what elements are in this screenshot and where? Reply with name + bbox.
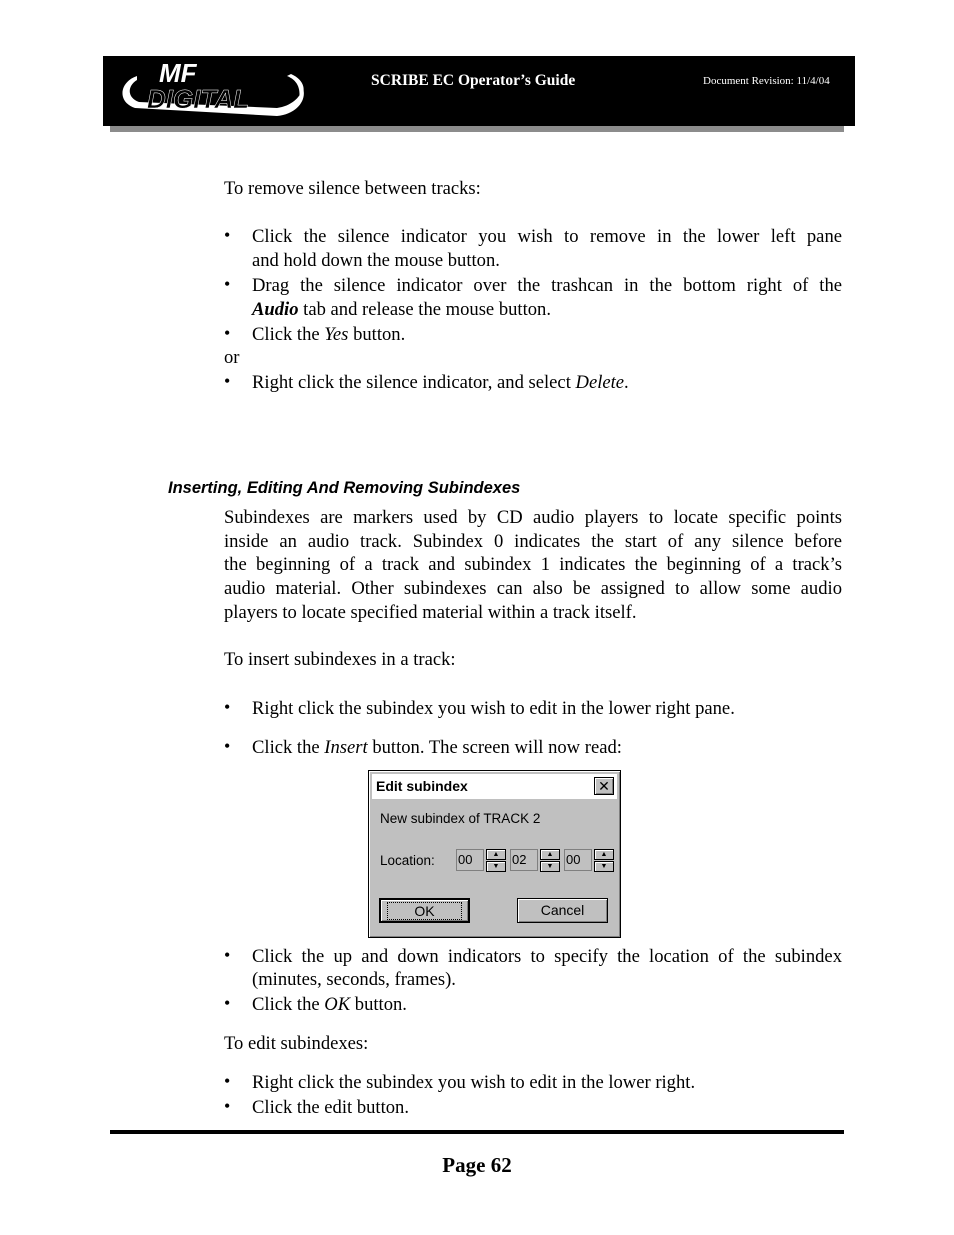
dialog-title: Edit subindex bbox=[376, 778, 468, 794]
bullet: • bbox=[224, 945, 231, 965]
bullet-text: Click the OK button. bbox=[252, 994, 407, 1015]
header-shadow bbox=[110, 126, 844, 132]
spin-up-icon[interactable]: ▲ bbox=[486, 849, 506, 860]
bullet: • bbox=[224, 274, 231, 294]
paragraph-line: inside an audio track. Subindex 0 indicates the start of any silence before bbox=[224, 531, 842, 552]
insert-intro: To insert subindexes in a track: bbox=[224, 649, 456, 670]
bullet-text: Click the up and down indicators to specify the location of the subindex bbox=[252, 946, 842, 967]
minutes-field[interactable]: 00 bbox=[456, 849, 484, 871]
bullet: • bbox=[224, 697, 231, 717]
spin-up-icon[interactable]: ▲ bbox=[594, 849, 614, 860]
spin-up-icon[interactable]: ▲ bbox=[540, 849, 560, 860]
bullet-text: and hold down the mouse button. bbox=[252, 250, 500, 271]
dialog-titlebar bbox=[372, 774, 617, 799]
bullet-text: Click the Insert button. The screen will now read: bbox=[252, 737, 622, 758]
page-header bbox=[103, 56, 855, 126]
spin-down-icon[interactable]: ▼ bbox=[486, 861, 506, 872]
dialog-message: New subindex of TRACK 2 bbox=[380, 811, 541, 826]
edit-subindex-dialog bbox=[368, 770, 621, 938]
cancel-button[interactable]: Cancel bbox=[517, 898, 608, 923]
paragraph-line: Subindexes are markers used by CD audio players to locate specific points bbox=[224, 507, 842, 528]
mf-digital-logo bbox=[107, 58, 309, 124]
logo-mf: MF bbox=[159, 58, 197, 88]
bullet-text: Drag the silence indicator over the trashcan in the bottom right of the bbox=[252, 275, 842, 296]
minutes-stepper[interactable] bbox=[486, 849, 506, 872]
or-text: or bbox=[224, 347, 240, 368]
document-title: SCRIBE EC Operator’s Guide bbox=[371, 72, 576, 89]
spin-down-icon[interactable]: ▼ bbox=[540, 861, 560, 872]
bullet-text: (minutes, seconds, frames). bbox=[252, 969, 456, 990]
paragraph-line: audio material. Other subindexes can also be assigned to allow some audio bbox=[224, 578, 842, 599]
logo-digital: DIGITAL bbox=[147, 84, 250, 114]
seconds-stepper[interactable] bbox=[540, 849, 560, 872]
paragraph-line: the beginning of a track and subindex 1 indicates the beginning of a track’s bbox=[224, 554, 842, 575]
section-heading: Inserting, Editing And Removing Subindexes bbox=[168, 479, 521, 497]
bullet-text: Right click the silence indicator, and select Delete. bbox=[252, 372, 629, 393]
footer-rule bbox=[110, 1130, 844, 1134]
bullet: • bbox=[224, 371, 231, 391]
bullet: • bbox=[224, 225, 231, 245]
frames-field[interactable]: 00 bbox=[564, 849, 592, 871]
seconds-field[interactable]: 02 bbox=[510, 849, 538, 871]
bullet-text: Click the silence indicator you wish to remove in the lower left pane bbox=[252, 226, 842, 247]
page-number: Page 62 bbox=[442, 1153, 512, 1177]
bullet-text: Click the edit button. bbox=[252, 1097, 409, 1118]
paragraph-line: players to locate specified material within a track itself. bbox=[224, 602, 637, 623]
bullet: • bbox=[224, 323, 231, 343]
bullet: • bbox=[224, 736, 231, 756]
bullet-text: Right click the subindex you wish to edit in the lower right pane. bbox=[252, 698, 735, 719]
bullet: • bbox=[224, 1096, 231, 1116]
edit-intro: To edit subindexes: bbox=[224, 1033, 369, 1054]
document-revision: Document Revision: 11/4/04 bbox=[703, 75, 830, 87]
bullet-text: Right click the subindex you wish to edit in the lower right. bbox=[252, 1072, 696, 1093]
bullet: • bbox=[224, 993, 231, 1013]
bullet-text: Click the Yes button. bbox=[252, 324, 406, 345]
bullet-text: Audio tab and release the mouse button. bbox=[252, 299, 552, 320]
bullet: • bbox=[224, 1071, 231, 1091]
close-icon[interactable]: ✕ bbox=[594, 777, 614, 795]
ok-button[interactable]: OK bbox=[379, 898, 470, 923]
spin-down-icon[interactable]: ▼ bbox=[594, 861, 614, 872]
remove-silence-intro: To remove silence between tracks: bbox=[224, 178, 481, 199]
audio-tab-emphasis: Audio bbox=[252, 299, 299, 320]
frames-stepper[interactable] bbox=[594, 849, 614, 872]
location-label: Location: bbox=[380, 853, 435, 868]
